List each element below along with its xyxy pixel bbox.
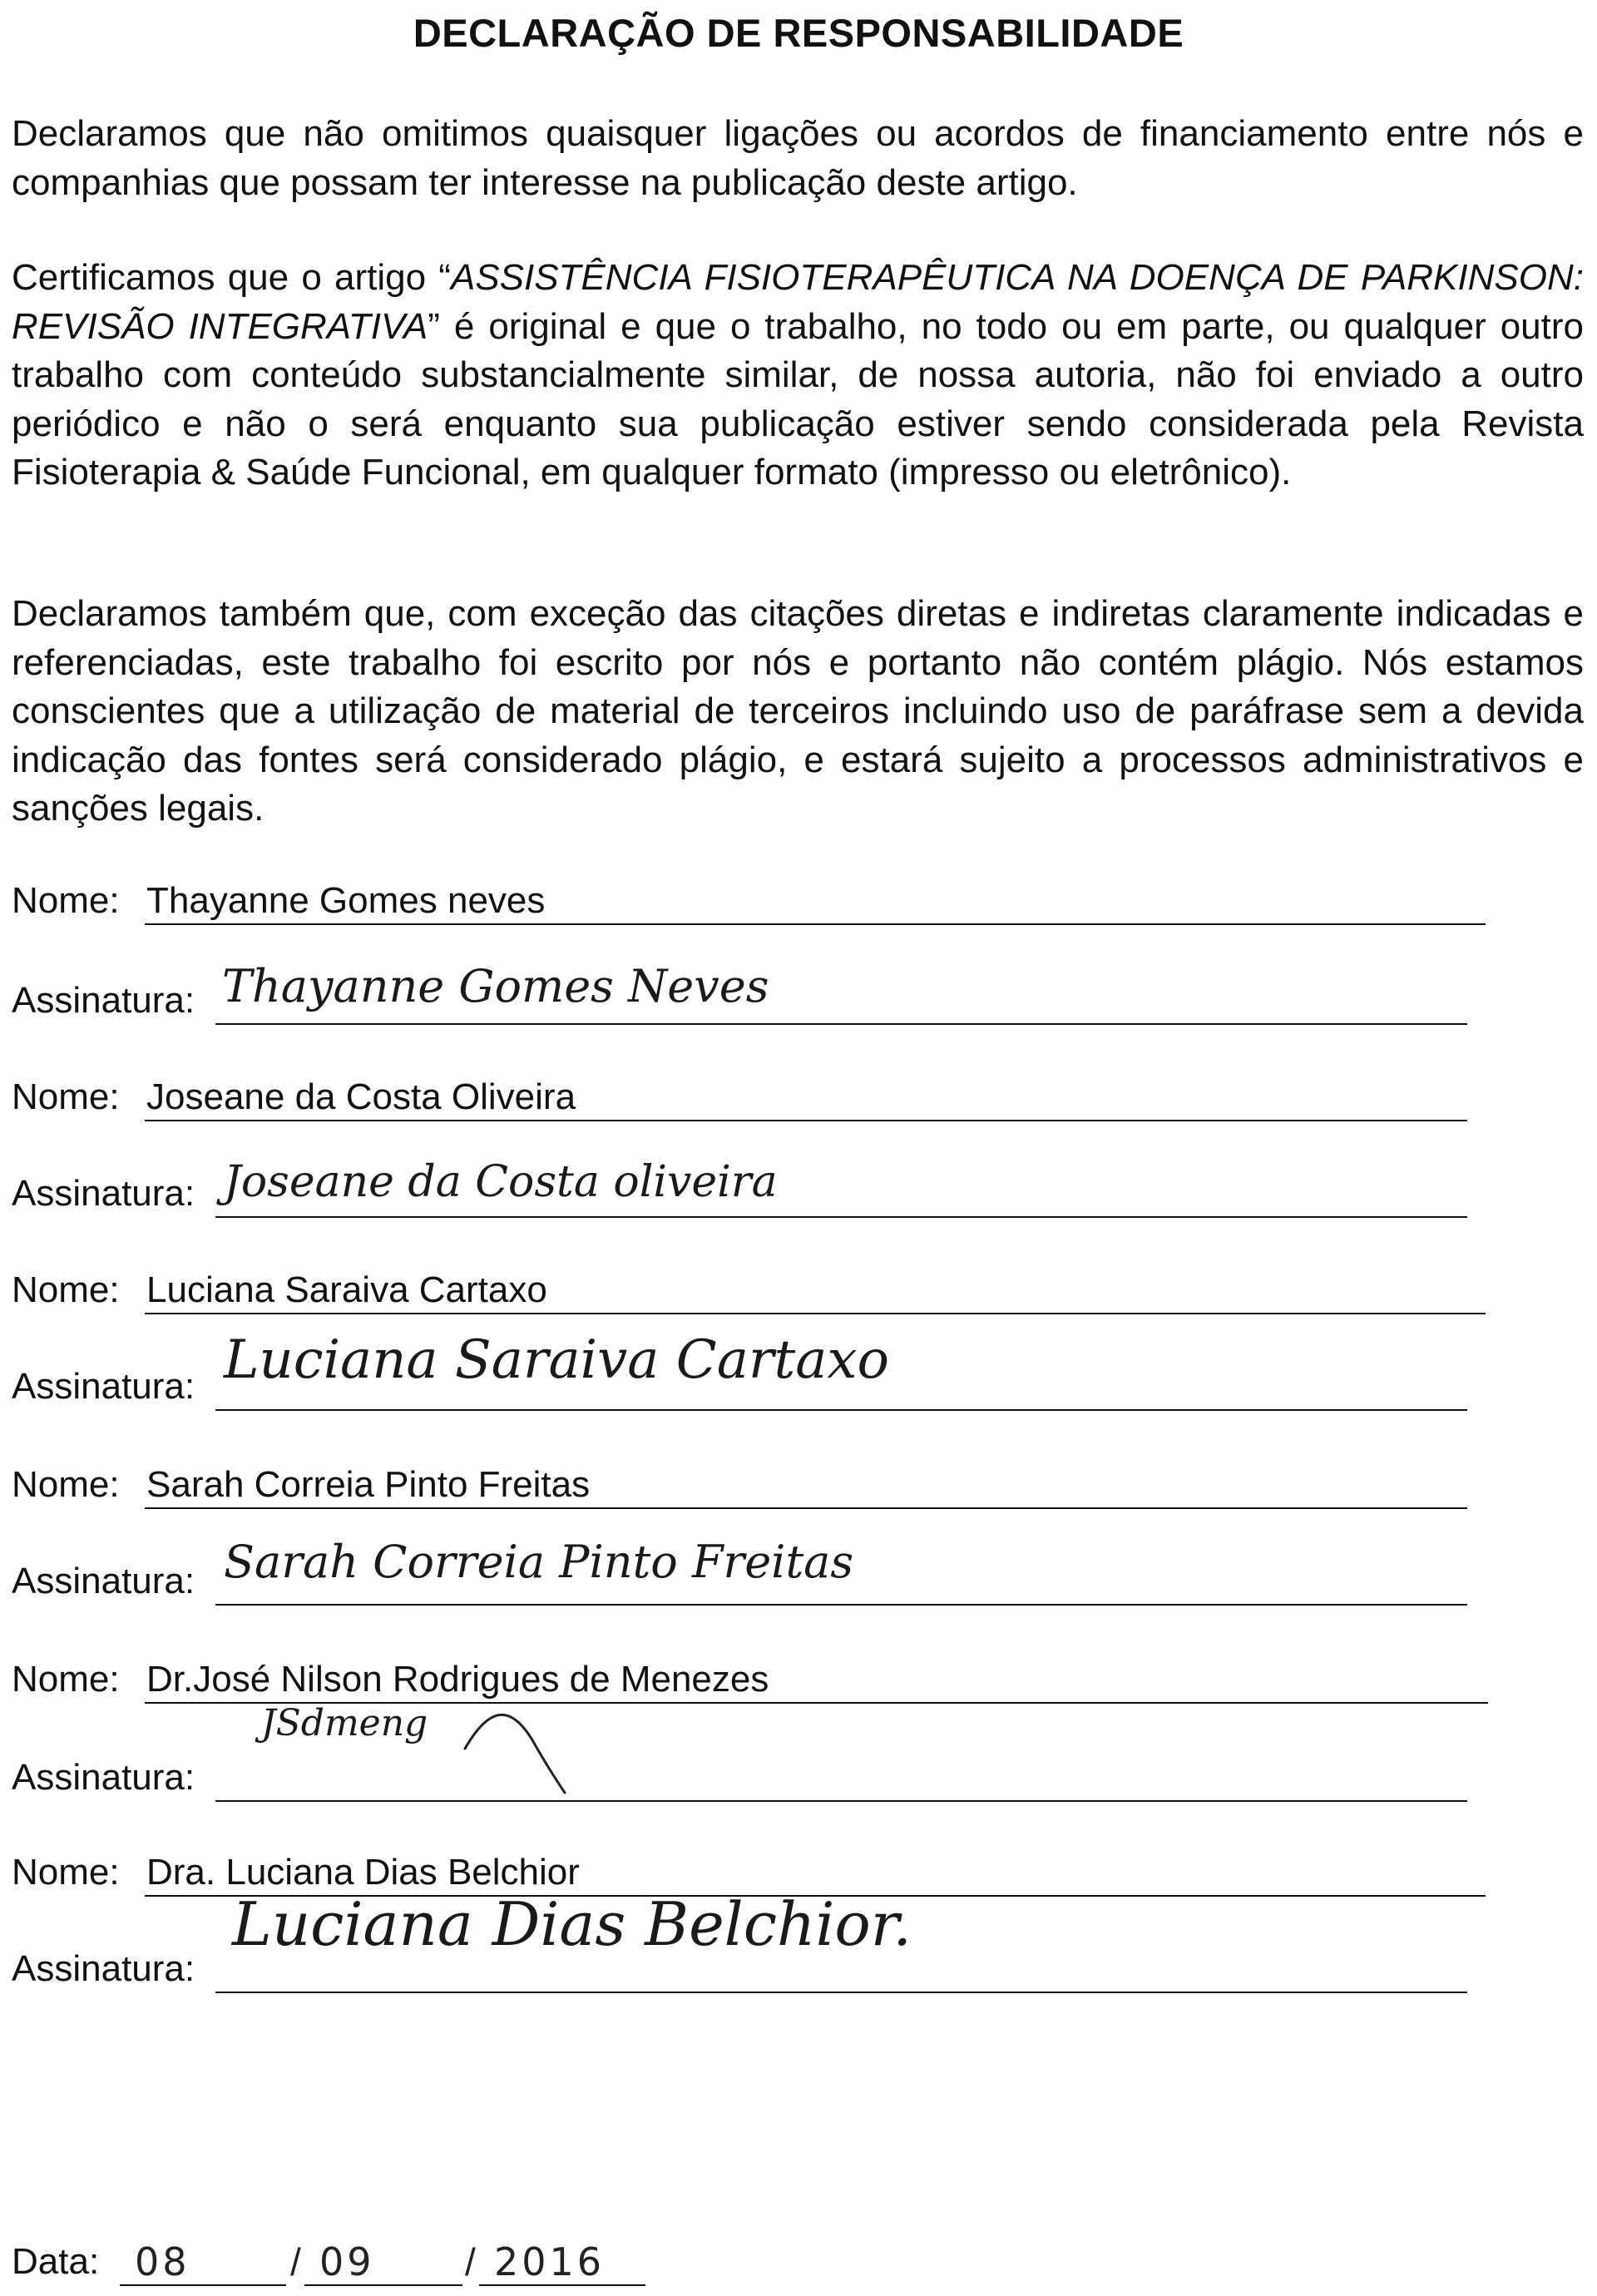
date-day-line	[120, 2236, 286, 2286]
handwritten-signature	[215, 1526, 1130, 1609]
svg-text:Luciana Dias Belchior.: Luciana Dias Belchior.	[232, 1889, 912, 1959]
signature-line	[215, 960, 1467, 1025]
date-month-line	[304, 2236, 462, 2286]
name-row	[12, 1461, 1492, 1511]
page-title: DECLARAÇÃO DE RESPONSABILIDADE	[413, 11, 1184, 55]
handwritten-signature	[215, 1872, 1214, 1997]
paragraph-plagiarism: Declaramos também que, com exceção das citações diretas e indiretas claramente indicadas e referenciadas, este trabalho foi escrito por nós e portanto não contém plágio. Nós estamos conscientes que a utilização de material de terceiros incluindo uso de paráfrase sem a devida indicação das fontes será considerado plágio, e estará sujeito a processos administrativos e sanções legais.	[12, 593, 1584, 829]
signature-label: Assinatura:	[12, 1948, 195, 1989]
date-year-line	[479, 2236, 645, 2286]
signature-row	[12, 1329, 1492, 1413]
signature-row	[12, 1157, 1492, 1220]
paragraph-originality-intro: Certificamos que o artigo “	[12, 257, 451, 298]
signature-line	[215, 1702, 1467, 1802]
date-label: Data:	[12, 2241, 100, 2282]
signature-line	[215, 1889, 1467, 1993]
article-title: ASSISTÊNCIA FISIOTERAPÊUTICA NA DOENÇA DE PARKINSON: REVISÃO INTEGRATIVA	[12, 257, 1584, 347]
handwritten-signature	[215, 1689, 631, 1805]
name-label: Nome:	[12, 1659, 120, 1700]
date-year: 2016	[494, 2239, 606, 2284]
name-line	[145, 875, 1486, 925]
date-separator: /	[290, 2240, 301, 2284]
name-line	[145, 1264, 1486, 1314]
signature-row	[12, 960, 1492, 1027]
signature-row	[12, 1536, 1492, 1607]
signature-line	[215, 1157, 1467, 1218]
date-month: 09	[319, 2239, 375, 2284]
name-line	[145, 1071, 1467, 1121]
svg-text:Thayanne Gomes Neves: Thayanne Gomes Neves	[222, 960, 769, 1012]
author-name: Dr.José Nilson Rodrigues de Menezes	[146, 1659, 769, 1700]
signature-label: Assinatura:	[12, 980, 195, 1021]
handwritten-signature	[215, 953, 798, 1028]
svg-text:Sarah Correia Pinto Freitas: Sarah Correia Pinto Freitas	[224, 1536, 854, 1588]
name-label: Nome:	[12, 1076, 120, 1117]
signature-label: Assinatura:	[12, 1173, 195, 1214]
name-row	[12, 1073, 1492, 1123]
signature-line	[215, 1536, 1467, 1606]
name-row	[12, 877, 1492, 927]
svg-text:Joseane da Costa oliveira: Joseane da Costa oliveira	[224, 1157, 778, 1207]
author-name: Luciana Saraiva Cartaxo	[146, 1269, 547, 1310]
handwritten-signature	[215, 1146, 964, 1221]
paragraph-originality-rest: ” é original e que o trabalho, no todo ou em parte, ou qualquer outro trabalho com conteúdo substancialmente similar, de nossa autoria, não foi enviado a outro periódico e não o será enquanto sua publicação estiver sendo considerada pela Revista Fisioterapia & Saúde Funcional, em qualquer formato (impresso ou eletrônico).	[12, 305, 1585, 492]
name-line	[145, 1459, 1467, 1509]
name-label: Nome:	[12, 880, 120, 921]
signature-label: Assinatura:	[12, 1561, 195, 1601]
name-row	[12, 1266, 1492, 1316]
author-name: Thayanne Gomes neves	[146, 880, 546, 921]
author-name: Joseane da Costa Oliveira	[146, 1076, 576, 1117]
signature-line	[215, 1329, 1467, 1411]
signature-label: Assinatura:	[12, 1757, 195, 1798]
date-row	[12, 2238, 677, 2288]
name-label: Nome:	[12, 1464, 120, 1505]
svg-text:Luciana Saraiva Cartaxo: Luciana Saraiva Cartaxo	[224, 1329, 889, 1391]
paragraph-originality	[12, 254, 1584, 497]
date-day: 08	[135, 2239, 190, 2284]
signature-label: Assinatura:	[12, 1366, 195, 1407]
signature-row	[12, 1889, 1492, 1995]
author-name: Dra. Luciana Dias Belchior	[146, 1852, 580, 1893]
handwritten-signature	[215, 1323, 1047, 1414]
signature-row	[12, 1702, 1492, 1804]
paragraph-funding: Declaramos que não omitimos quaisquer ligações ou acordos de financiamento entre nós e companhias que possam ter interesse na publicação deste artigo.	[12, 113, 1584, 203]
name-label: Nome:	[12, 1852, 120, 1893]
svg-text:JSdmeng: JSdmeng	[261, 1702, 428, 1744]
name-label: Nome:	[12, 1269, 120, 1310]
date-separator: /	[465, 2240, 476, 2284]
author-name: Sarah Correia Pinto Freitas	[146, 1464, 591, 1505]
